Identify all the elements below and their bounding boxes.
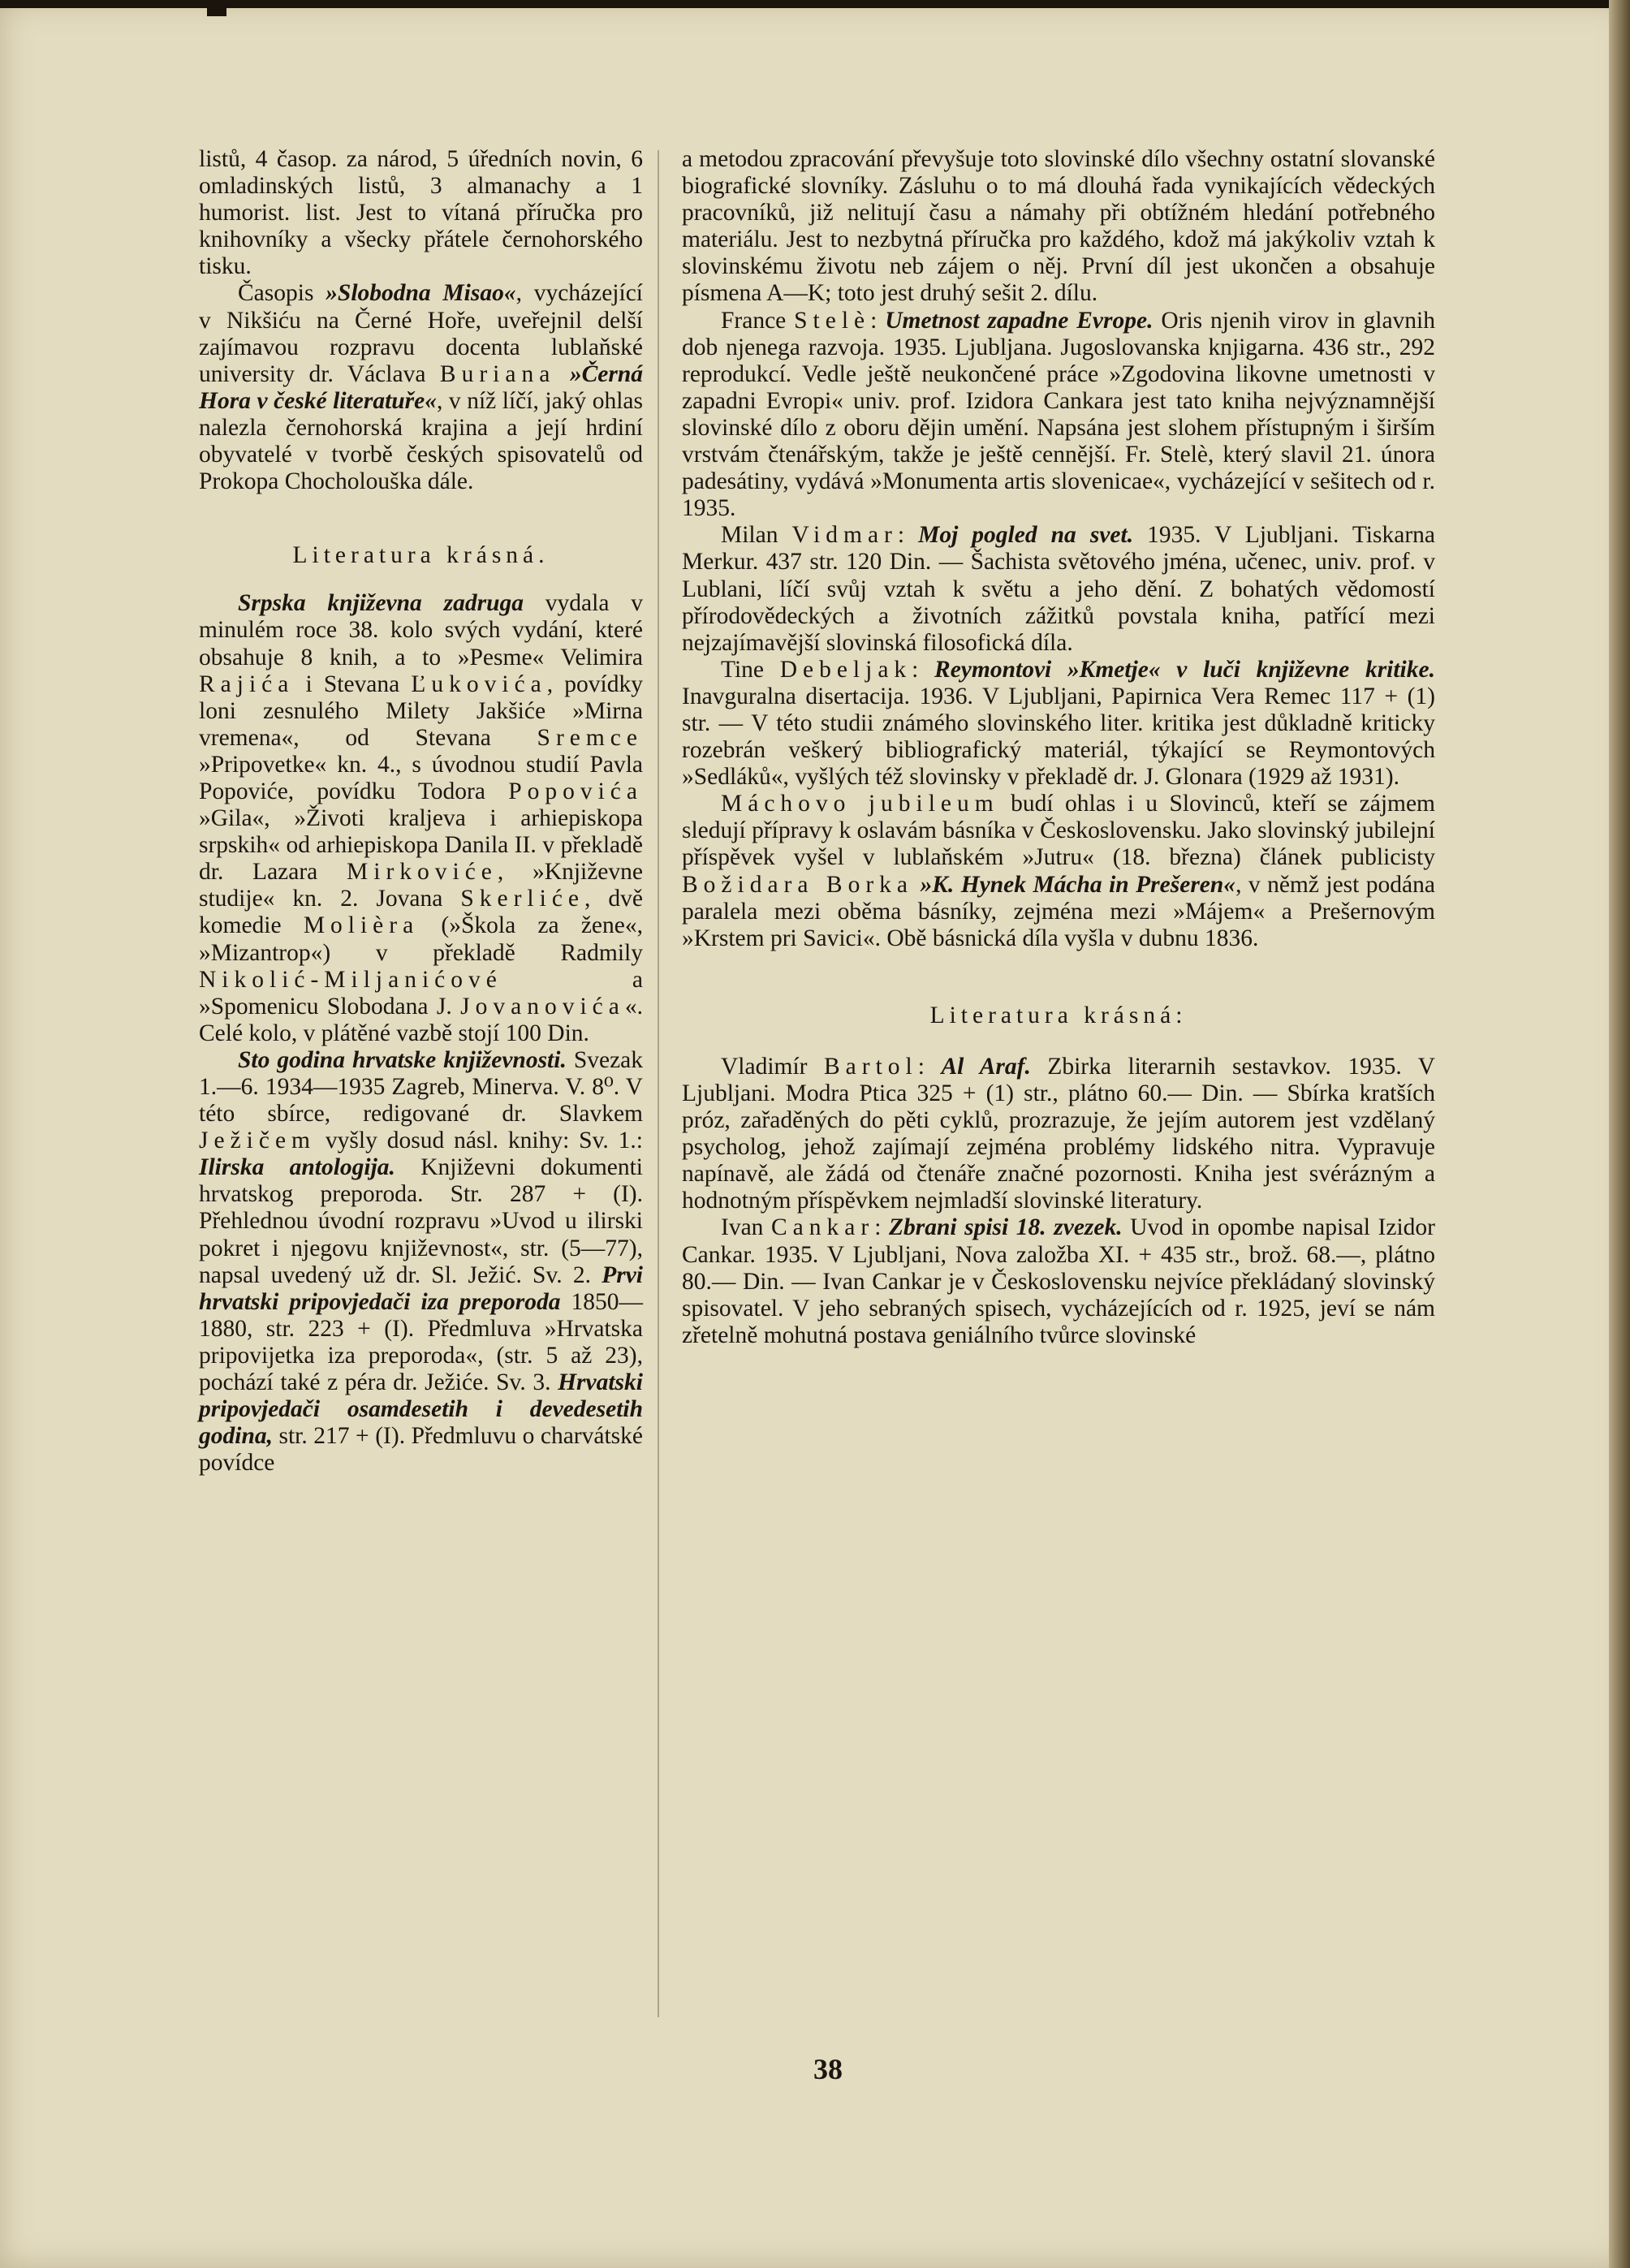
left-p3-text-a: vydala v minulém roce 38. kolo svých vydání, které obsahuje 8 knih, a to »Pesme« Velimira [199,590,643,670]
right-paragraph-4: Tine Debeljak: Reymontovi »Kmetje« v luči književne kritike. Inavguralna disertacija. 1936. V Ljubljani, Papirnica Vera Remec 117 + (1) str. — V této studii známého slovinského liter. kritika jest důkladně kriticky rozebrán veškerý bibliografický materiál, týkající se Reymontových »Sedláků«, vyšlých též slovinsky v překladě dr. J. Glonara (1929 až 1931). [682,656,1435,791]
right-p5-name-2: Božidara Borka [682,871,914,898]
left-p4-title-3: Prvi hrvatski pripovjedači iza preporoda [199,1261,643,1315]
right-p2-name: Stelè [794,307,871,334]
left-p2-text-c: , v níž líčí, jaký ohlas nalezla černohorská krajina a její hrdiní obyvatelé v tvorbě českých spisovatelů od Prokopa Chocholouška dále. [199,387,643,495]
left-p2-title2: »Černá Hora v české literatuře« [199,360,643,414]
column-divider [658,150,659,2017]
left-p3-name-7: Molièra [303,912,420,939]
left-p3-text-e: »Gila«, »Životi kraljeva i arhiepiskopa srpskih« od arhiepiskopa Danila II. v překladě dr. Lazara [199,805,643,886]
left-p3-text-b: i Stevana [294,670,412,697]
page-right-edge-shadow [1609,0,1630,2268]
right-p3-text-b: 1935. V Ljubljani. Tiskarna Merkur. 437 str. 120 Din. — Šachista světového jména, učenec, univ. prof. v Lublani, líčí svůj vztah k světu a jeho dění. Z bohatých vědomostí přírodovědeckých a životních zážitků povstala kniha, patřící mezi nejzajímavější slovinská filosofická díla. [682,522,1435,656]
right-p6-text-b: Zbirka literarnih sestavkov. 1935. V Ljubljani. Modra Ptica 325 + (1) str., plátno 60.— Din. — Sbírka kratších próz, zařaděných do pěti cyklů, prozrazuje, že jejím autorem jest vzdělaný psycholog, jehož zajímají zejména problémy lidského nitra. Vypravuje napínavě, ale žádá od čtenáře značné pozornosti. Kniha jest svérázným a hodnotným příspěvkem nejmladší slovinské literatury. [682,1053,1435,1214]
page-number: 38 [813,2053,843,2085]
left-p3-name-5: Mirkoviće [347,859,498,886]
left-p3-text-f: , »Književne studije« kn. 2. Jovana [199,859,643,912]
left-p2-title: »Slobodna Misao« [326,280,516,307]
left-p3-title: Srpska književna zadruga [238,590,524,617]
left-p3-name-6: Skerliće [460,886,585,912]
left-p3-text-c: , povídky loni zesnulého Milety Jakšiće »Mirna vremena«, od Stevana [199,670,643,751]
left-column [199,146,643,1477]
right-p6-title: Al Araf. [941,1053,1031,1080]
right-column [682,146,1435,1349]
left-p4-text-b: vyšly dosud násl. knihy: Sv. 1.: [316,1128,643,1154]
left-p3-name-9: Jovanovića [460,993,625,1020]
left-p3-text-h: (»Škola za žene«, »Mizantrop«) v překladě Radmily [199,912,643,966]
right-p5-name: Máchovo jubileum [721,791,999,817]
left-p4-title: Sto godina hrvatske književnosti. [238,1046,567,1073]
right-paragraph-5 [682,791,1435,952]
left-p4-title-2: Ilirska antologija. [199,1154,395,1181]
right-p4-title: Reymontovi »Kmetje« v luči književne kritike. [934,656,1435,683]
right-p2-title: Umetnost zapadne Evrope. [885,307,1154,334]
right-p7-title: Zbrani spisi 18. zvezek. [888,1214,1123,1241]
right-p3-title: Moj pogled na svet. [918,522,1134,549]
right-p3-text-a: Milan [721,522,792,549]
left-p3-name-2: Ľukovića [411,670,547,697]
left-paragraph-4 [199,1047,643,1477]
left-p3-text-j: «. Celé kolo, v plátěné vazbě stojí 100 Din. [199,993,643,1046]
right-paragraph-3: Milan Vidmar: Moj pogled na svet. 1935. V Ljubljani. Tiskarna Merkur. 437 str. 120 Din. — Šachista světového jména, učenec, univ. prof. v Lublani, líčí svůj vztah k světu a jeho dění. Z bohatých vědomostí přírodovědeckých a životních zážitků povstala kniha, patřící mezi nejzajímavější slovinská filosofická díla. [682,522,1435,656]
top-dark-strip [0,0,1630,8]
left-p4-name-1: Ježičem [199,1128,316,1154]
right-paragraph-7: Ivan Cankar: Zbrani spisi 18. zvezek. Uvod in opombe napisal Izidor Cankar. 1935. V Ljubljani, Nova založba XI. + 435 str., brož. 68.—, plátno 80.— Din. — Ivan Cankar je v Československu nejvíce překládaný slovinský spisovatel. V jeho sebraných spisech, vycházejících od r. 1925, jeví se nám zřetelně mohutná postava geniálního tvůrce slovinské [682,1214,1435,1348]
left-p2-text-b: , vycházející v Nikšiću na Černé Hoře, uveřejnil delší zajímavou rozpravu docenta lublaňské university dr. Václava [199,280,643,387]
right-p5-text-a: budí ohlas i u Slovinců, kteří se zájmem sledují přípravy k oslavám básníka v Československu. Jako slovinský jubilejní příspěvek vyšel v lublaňském »Jutru« (18. března) článek publicisty [682,791,1435,871]
right-section-heading: Literatura krásná: [929,1002,1188,1028]
right-p5-text-b: , v němž jest podána paralela mezi oběma básníky, zejména mezi »Májem« a Prešernovým »Krstem pri Savici«. Obě básnická díla vyšla v dubnu 1836. [682,871,1435,951]
left-p2-text-a: Časopis [238,280,326,307]
left-p3-name-8: Nikolić-Miljanićové [199,966,502,993]
left-p3-text-d: »Pripovetke« kn. 4., s úvodnou studií Pavla Popoviće, povídku Todora [199,751,643,804]
left-p3-name-1: Rajića [199,670,295,697]
left-p4-text-d: 1850—1880, str. 223 + (I). Předmluva »Hrvatska pripovijetka iza preporoda«, (str. 5 až 23), pochází také z péra dr. Ježiće. Sv. 3. [199,1288,643,1396]
left-p3-name-4: Popovića [508,778,643,804]
right-p7-text-a: Ivan [721,1214,771,1241]
right-p3-name: Vidmar [791,522,898,549]
top-edge-mark [207,8,226,16]
left-p3-name-3: Sremce [537,724,643,751]
left-p4-text-a: Svezak 1.—6. 1934—1935 Zagreb, Minerva. V. 8⁰. V této sbírce, redigované dr. Slavkem [199,1046,644,1128]
left-p3-text-g: , dvě komedie [199,886,643,939]
right-p4-name: Debeljak [779,656,912,683]
right-p4-text-b: Inavguralna disertacija. 1936. V Ljubljani, Papirnica Vera Remec 117 + (1) str. — V této studii známého slovinského liter. kritika jest důkladně kriticky rozebrán veškerý bibliografický materiál, týkající se Reymontových »Sedláků«, vyšlých též slovinsky v překladě dr. J. Glonara (1929 až 1931). [682,683,1435,791]
right-p7-text-b: Uvod in opombe napisal Izidor Cankar. 1935. V Ljubljani, Nova založba XI. + 435 str., brož. 68.—, plátno 80.— Din. — Ivan Cankar je v Československu nejvíce překládaný slovinský spisovatel. V jeho sebraných spisech, vycházejících od r. 1925, jeví se nám zřetelně mohutná postava geniálního tvůrce slovinské [682,1214,1435,1348]
left-paragraph-1: listů, 4 časop. za národ, 5 úředních novin, 6 omladinských listů, 3 almanachy a 1 humorist. list. Jest to vítaná příručka pro knihovníky a všecky přátele černohorského tisku. [199,146,643,280]
left-section-heading: Literatura krásná. [292,542,550,569]
right-p5-title: »K. Hynek Mácha in Prešeren« [920,871,1236,898]
right-p7-name: Cankar [771,1214,875,1241]
left-p4-text-e: str. 217 + (I). Předmluvu o charvátské povídce [199,1423,643,1477]
right-paragraph-6: Vladimír Bartol: Al Araf. Zbirka literarnih sestavkov. 1935. V Ljubljani. Modra Ptica 325 + (1) str., plátno 60.— Din. — Sbírka kratších próz, zařaděných do pěti cyklů, prozrazuje, že jejím autorem jest vzdělaný psycholog, jehož zajímají zejména problémy lidského nitra. Vypravuje napínavě, ale žádá od čtenáře značné pozornosti. Kniha jest svérázným a hodnotným příspěvkem nejmladší slovinské literatury. [682,1053,1435,1214]
left-p3-text-i: a »Spomenicu Slobodana J. [199,966,643,1020]
right-p6-name: Bartol [824,1053,918,1080]
left-p4-text-c: Književni dokumenti hrvatskog preporoda. Str. 287 + (I). Přehlednou úvodní rozpravu »Uvod u ilirski pokret i njegovu književnost«, str. (5—77), napsal uvedený už dr. Sl. Ježić. Sv. 2. [199,1154,644,1288]
right-paragraph-2: France Stelè: Umetnost zapadne Evrope. Oris njenih virov in glavnih dob njenega razvoja. 1935. Ljubljana. Jugoslovanska knjigarna. 436 str., 292 reprodukcí. Vedle ještě neukončené práce »Zgodovina likovne umetnosti v zapadni Evropi« univ. prof. Izidora Cankara jest tato kniha nejvýznamnější slovinské dílo z oboru dějin umění. Napsána jest slohem přístupným i širším vrstvám čtenářským, takže je ještě cennější. Fr. Stelè, který slavil 21. února padesátiny, vydává »Monumenta artis slovenicae«, vycházející v sešitech od r. 1935. [682,307,1436,522]
right-p6-text-a: Vladimír [721,1053,824,1080]
right-paragraph-1: a metodou zpracování převyšuje toto slovinské dílo všechny ostatní slovanské biografické slovníky. Zásluhu o to má dlouhá řada vynikajících vědeckých pracovníků, již nelitují času a námahy při obtížném hledání potřebného materiálu. Jest to nezbytná příručka pro každého, kdož má jakýkoliv vztah k slovinskému životu neb zájem o něj. První díl jest ukončen a obsahuje písmena A—K; toto jest druhý sešit 2. dílu. [682,146,1435,307]
left-p4-title-4: Hrvatski pripovjedači osamdesetih i devedesetih godina, [199,1369,643,1450]
right-p2-text-a: France [721,307,795,334]
left-paragraph-3 [199,590,643,1047]
left-paragraph-2 [199,280,643,495]
left-p2-name: Buriana [439,360,556,387]
right-p4-text-a: Tine [721,656,780,683]
right-p2-text-b: Oris njenih virov in glavnih dob njenega razvoja. 1935. Ljubljana. Jugoslovanska knjigarna. 436 str., 292 reprodukcí. Vedle ještě neukončené práce »Zgodovina likovne umetnosti v zapadni Evropi« univ. prof. Izidora Cankara jest tato kniha nejvýznamnější slovinské dílo z oboru dějin umění. Napsána jest slohem přístupným i širším vrstvám čtenářským, takže je ještě cennější. Fr. Stelè, který slavil 21. února padesátiny, vydává »Monumenta artis slovenicae«, vycházející v sešitech od r. 1935. [682,307,1436,522]
